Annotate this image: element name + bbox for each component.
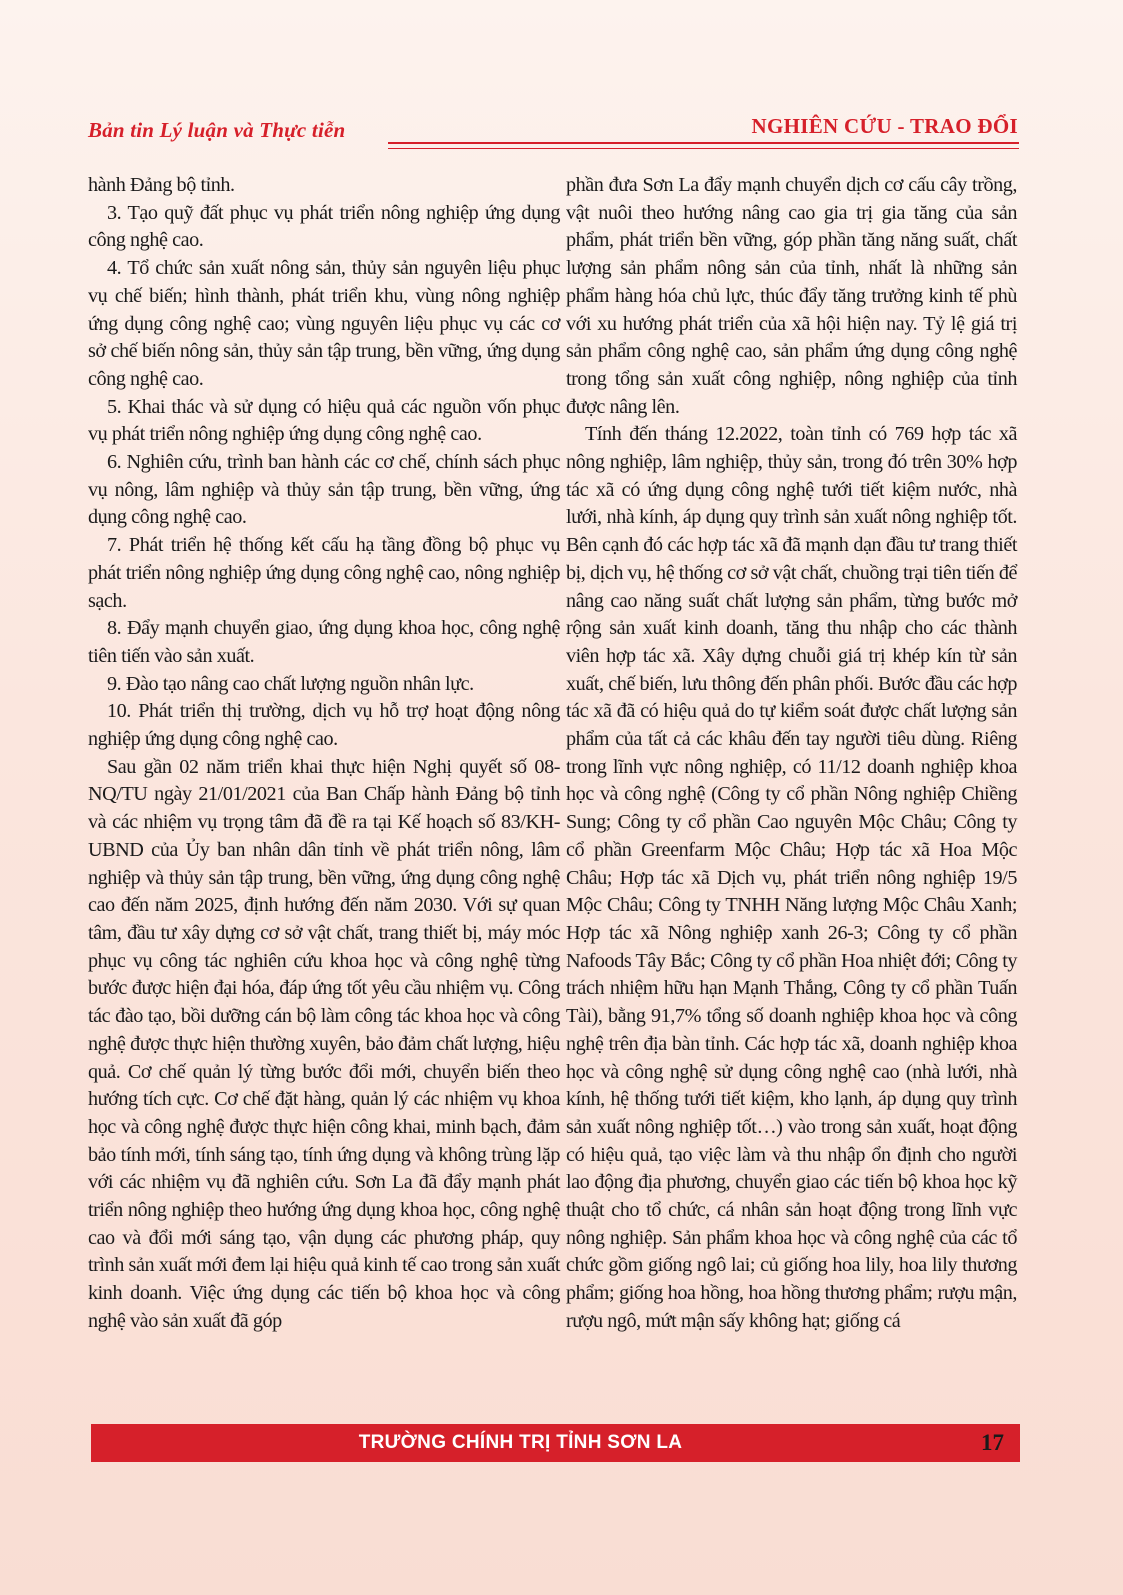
- publication-title: Bản tin Lý luận và Thực tiễn: [88, 118, 346, 142]
- left-column: [88, 172, 560, 1336]
- paragraph: phần đưa Sơn La đẩy mạnh chuyển dịch cơ cấu cây trồng, vật nuôi theo hướng nâng cao gia trị gia tăng của sản phẩm, phát triển bền vững, góp phần tăng năng suất, chất lượng sản phẩm nông sản của tỉnh, nhất là những sản phẩm hàng hóa chủ lực, thúc đẩy tăng trưởng kinh tế phù với xu hướng phát triển của xã hội hiện nay. Tỷ lệ giá trị sản phẩm công nghệ cao, sản phẩm ứng dụng công nghệ trong tổng sản xuất công nghiệp, nông nghiệp của tỉnh được nâng lên.: [566, 174, 1017, 418]
- paragraph: 9. Đào tạo nâng cao chất lượng nguồn nhân lực.: [107, 672, 474, 695]
- paragraph: 7. Phát triển hệ thống kết cấu hạ tầng đồng bộ phục vụ phát triển nông nghiệp ứng dụng công nghệ cao, nông nghiệp sạch.: [88, 534, 560, 612]
- paragraph: 5. Khai thác và sử dụng có hiệu quả các nguồn vốn phục vụ phát triển nông nghiệp ứng dụng công nghệ cao.: [88, 395, 560, 446]
- footer-bar: [91, 1424, 1020, 1462]
- right-column: [566, 172, 1017, 1336]
- paragraph: 8. Đẩy mạnh chuyển giao, ứng dụng khoa học, công nghệ tiên tiến vào sản xuất.: [88, 617, 560, 667]
- paragraph: 3. Tạo quỹ đất phục vụ phát triển nông nghiệp ứng dụng công nghệ cao.: [88, 201, 560, 252]
- paragraph: Sau gần 02 năm triển khai thực hiện Nghị quyết số 08-NQ/TU ngày 21/01/2021 của Ban Chấp hành Đảng bộ tỉnh và các nhiệm vụ trọng tâm đã đề ra tại Kế hoạch số 83/KH-UBND của Ủy ban nhân dân tỉnh về phát triển nông, lâm nghiệp và thủy sản tập trung, bền vững, ứng dụng công nghệ cao đến năm 2025, định hướng đến năm 2030. Với sự quan tâm, đầu tư xây dựng cơ sở vật chất, trang thiết bị, máy móc phục vụ công tác nghiên cứu khoa học và công nghệ từng bước được hiện đại hóa, đáp ứng tốt yêu cầu nhiệm vụ. Công tác đào tạo, bồi dưỡng cán bộ làm công tác khoa học và công nghệ được thực hiện thường xuyên, bảo đảm chất lượng, hiệu quả. Cơ chế quản lý từng bước đổi mới, chuyển biến theo hướng tích cực. Cơ chế đặt hàng, quản lý các nhiệm vụ khoa học và công nghệ được thực hiện công khai, minh bạch, đảm bảo tính mới, tính sáng tạo, tính ứng dụng và không trùng lặp với các nhiệm vụ đã nghiên cứu. Sơn La đã đẩy mạnh phát triển nông nghiệp theo hướng ứng dụng khoa học, công nghệ cao và đổi mới sáng tạo, vận dụng các phương pháp, quy trình sản xuất mới đem lại hiệu quả kinh tế cao trong sản xuất kinh doanh. Việc ứng dụng các tiến bộ khoa học và công nghệ vào sản xuất đã góp: [88, 755, 560, 1332]
- paragraph: 4. Tổ chức sản xuất nông sản, thủy sản nguyên liệu phục vụ chế biến; hình thành, phát triển khu, vùng nông nghiệp ứng dụng công nghệ cao; vùng nguyên liệu phục vụ các cơ sở chế biến nông sản, thủy sản tập trung, bền vững, ứng dụng công nghệ cao.: [88, 257, 560, 390]
- paragraph: 10. Phát triển thị trường, dịch vụ hỗ trợ hoạt động nông nghiệp ứng dụng công nghệ cao.: [88, 700, 560, 751]
- page-number: 17: [981, 1430, 1004, 1455]
- footer-institution: TRƯỜNG CHÍNH TRỊ TỈNH SƠN LA: [358, 1432, 683, 1453]
- header-divider: [388, 142, 1019, 149]
- paragraph: Tính đến tháng 12.2022, toàn tỉnh có 769 hợp tác xã nông nghiệp, lâm nghiệp, thủy sản, trong đó trên 30% hợp tác xã có ứng dụng công nghệ tưới tiết kiệm nước, nhà lưới, nhà kính, áp dụng quy trình sản xuất nông nghiệp tốt. Bên cạnh đó các hợp tác xã đã mạnh dạn đầu tư trang thiết bị, dịch vụ, hệ thống cơ sở vật chất, chuồng trại tiên tiến để nâng cao năng suất chất lượng sản phẩm, từng bước mở rộng sản xuất kinh doanh, tăng thu nhập cho các thành viên hợp tác xã. Xây dựng chuỗi giá trị khép kín từ sản xuất, chế biến, lưu thông đến phân phối. Bước đầu các hợp tác xã đã có hiệu quả do tự kiểm soát được chất lượng sản phẩm của tất cả các khâu đến tay người tiêu dùng. Riêng trong lĩnh vực nông nghiệp, có 11/12 doanh nghiệp khoa học và công nghệ (Công ty cổ phần Nông nghiệp Chiềng Sung; Công ty cổ phần Cao nguyên Mộc Châu; Công ty cổ phần Greenfarm Mộc Châu; Hợp tác xã Hoa Mộc Châu; Hợp tác xã Dịch vụ, phát triển nông nghiệp 19/5 Mộc Châu; Công ty TNHH Năng lượng Mộc Châu Xanh; Hợp tác xã Nông nghiệp xanh 26-3; Công ty cổ phần Nafoods Tây Bắc; Công ty cổ phần Hoa nhiệt đới; Công ty trách nhiệm hữu hạn Mạnh Thắng, Công ty cổ phần Tuấn Tài), bằng 91,7% tổng số doanh nghiệp khoa học và công nghệ trên địa bàn tỉnh. Các hợp tác xã, doanh nghiệp khoa học và công nghệ sử dụng công nghệ cao (nhà lưới, nhà kính, hệ thống tưới tiết kiệm, kho lạnh, áp dụng quy trình sản xuất nông nghiệp tốt…) vào trong sản xuất, hoạt động có hiệu quả, tạo việc làm và thu nhập ổn định cho người lao động địa phương, chuyển giao các tiến bộ khoa học kỹ thuật cho tổ chức, cá nhân sản hoạt động trong lĩnh vực nông nghiệp. Sản phẩm khoa học và công nghệ của các tổ chức gồm giống ngô lai; củ giống hoa lily, hoa lily thương phẩm; giống hoa hồng, hoa hồng thương phẩm; rượu mận, rượu ngô, mứt mận sấy không hạt; giống cá: [566, 423, 1017, 1332]
- paragraph: hành Đảng bộ tỉnh.: [88, 174, 235, 196]
- paragraph: 6. Nghiên cứu, trình ban hành các cơ chế, chính sách phục vụ nông, lâm nghiệp và thủy sản tập trung, bền vững, ứng dụng công nghệ cao.: [88, 451, 560, 529]
- section-title: NGHIÊN CỨU - TRAO ĐỔI: [751, 114, 1018, 138]
